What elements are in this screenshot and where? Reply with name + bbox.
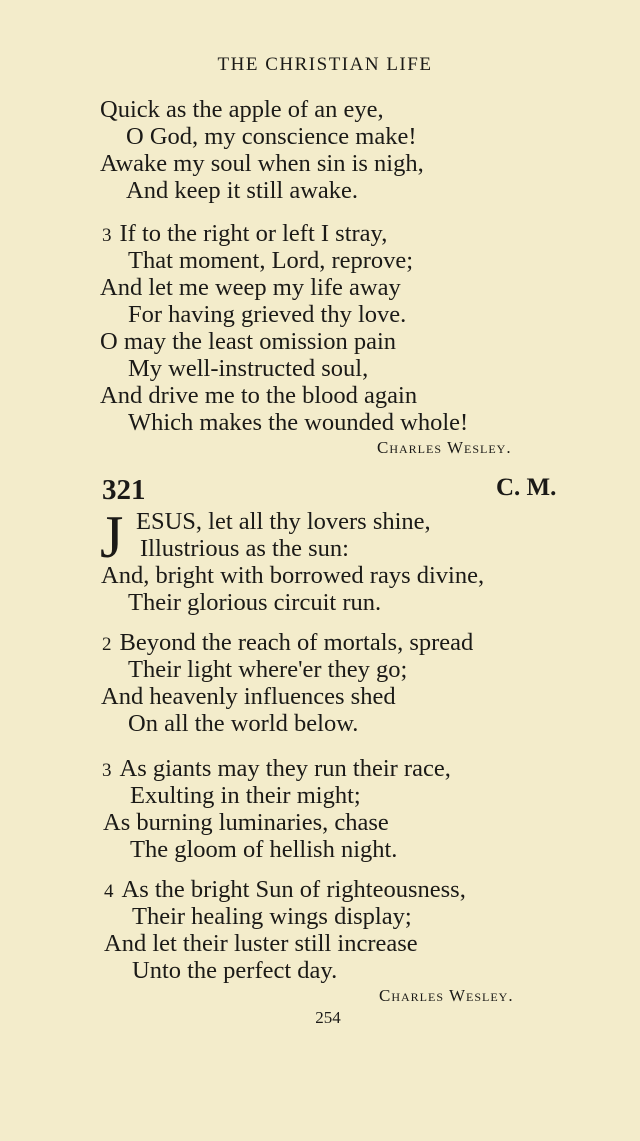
verse-line: Unto the perfect day. [132, 957, 338, 984]
verse-number: 2 [102, 634, 112, 655]
verse-line: My well-instructed soul, [128, 355, 369, 382]
verse-2-first-line [102, 631, 473, 656]
verse-line: And let their luster still increase [104, 930, 418, 957]
hymn-author: Charles Wesley. [379, 986, 514, 1005]
verse-line: Their light where'er they go; [128, 656, 408, 683]
verse-line: Beyond the reach of mortals, spread [119, 629, 474, 656]
verse-line: And drive me to the blood again [100, 382, 418, 409]
verse-number: 4 [104, 881, 114, 902]
verse-line: Their healing wings display; [132, 903, 412, 930]
verse-line: Exulting in their might; [130, 782, 361, 809]
verse-line: ESUS, let all thy lovers shine, [136, 508, 431, 535]
prev-hymn-line: And keep it still awake. [126, 177, 359, 204]
verse-line: Their glorious circuit run. [128, 589, 382, 616]
verse-line: And let me weep my life away [100, 274, 401, 301]
verse-line: That moment, Lord, reprove; [128, 247, 414, 274]
prev-hymn-line: Quick as the apple of an eye, [100, 96, 384, 123]
verse-line: For having grieved thy love. [128, 301, 407, 328]
verse-number: 3 [102, 760, 112, 781]
verse-line: As the bright Sun of righteousness, [121, 876, 466, 903]
verse-line: On all the world below. [128, 710, 359, 737]
verse-line: As giants may they run their race, [119, 755, 451, 782]
hymn-number: 321 [102, 474, 146, 506]
drop-cap: J [100, 504, 124, 570]
prev-verse-3-first-line [102, 222, 387, 247]
verse-line: And, bright with borrowed rays divine, [101, 562, 485, 589]
verse-line: And heavenly influences shed [101, 683, 396, 710]
verse-line: Which makes the wounded whole! [128, 409, 469, 436]
prev-hymn-line: Awake my soul when sin is nigh, [100, 150, 424, 177]
prev-hymn-line: O God, my conscience make! [126, 123, 417, 150]
hymn-meter: C. M. [496, 474, 557, 501]
verse-line: As burning luminaries, chase [103, 809, 389, 836]
verse-line: O may the least omission pain [100, 328, 396, 355]
verse-line: The gloom of hellish night. [130, 836, 398, 863]
page-number: 254 [315, 1008, 341, 1027]
verse-4-first-line [104, 878, 466, 903]
verse-number: 3 [102, 225, 112, 246]
prev-hymn-author: Charles Wesley. [377, 438, 512, 457]
verse-line: Illustrious as the sun: [140, 535, 349, 562]
running-header: THE CHRISTIAN LIFE [217, 54, 433, 75]
verse-3-first-line [102, 757, 451, 782]
verse-line: If to the right or left I stray, [119, 220, 388, 247]
